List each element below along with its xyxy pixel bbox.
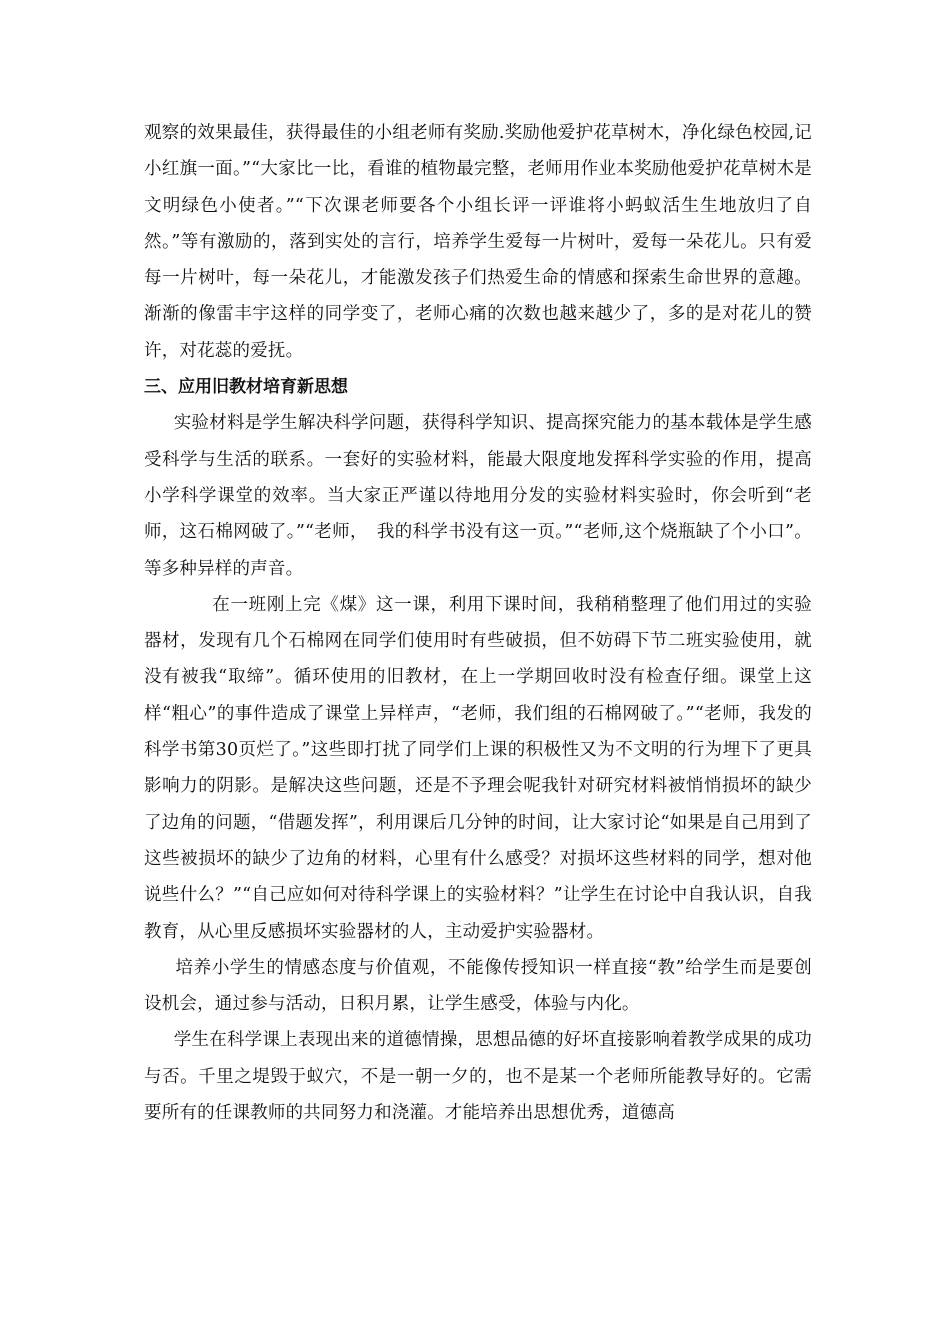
paragraph-rewards: 观察的效果最佳，获得最佳的小组老师有奖励.奖励他爱护花草树木，净化绿色校园,记小红旗一面。”“大家比一比，看谁的植物最完整，老师用作业本奖励他爱护花草树木是文明绿色小使者。”“下次课老师要各个小组长评一评谁将小蚂蚁活生生地放归了自然。”等有激励的，落到实处的言行，培养学生爱每一片树叶，爱每一朵花儿。只有爱每一片树叶，每一朵花儿，才能激发孩子们热爱生命的情感和探索生命世界的意趣。渐渐的像雷丰宇这样的同学变了，老师心痛的次数也越来越少了，多的是对花儿的赞许，对花蕊的爱抚。 <box>144 123 812 361</box>
document-page <box>144 115 812 1131</box>
paragraph-values: 培养小学生的情感态度与价值观，不能像传授知识一样直接“教”给学生而是要创设机会，通过参与活动，日积月累，让学生感受，体验与内化。 <box>144 957 812 1015</box>
paragraph-class-one: 在一班刚上完《煤》这一课，利用下课时间，我稍稍整理了他们用过的实验器材，发现有几个石棉网在同学们使用时有些破损，但不妨碍下节二班实验使用，就没有被我“取缔”。循环使用的旧教材，在上一学期回收时没有检查仔细。课堂上这样“粗心”的事件造成了课堂上异样声，“老师，我们组的石棉网破了。”“老师，我发的科学书第30页烂了。”这些即打扰了同学们上课的积极性又为不文明的行为埋下了更具影响力的阴影。是解决这些问题，还是不予理会呢我针对研究材料被悄悄损坏的缺少了边角的问题，“借题发挥”，利用课后几分钟的时间，让大家讨论“如果是自己用到了这些被损坏的缺少了边角的材料，心里有什么感受？对损坏这些材料的同学，想对他说些什么？”“自己应如何对待科学课上的实验材料？”让学生在讨论中自我认识，自我教育，从心里反感损坏实验器材的人，主动爱护实验器材。 <box>144 594 812 942</box>
section-heading: 三、应用旧教材培育新思想 <box>144 377 348 398</box>
paragraph-experiment-materials: 实验材料是学生解决科学问题，获得科学知识、提高探究能力的基本载体是学生感受科学与生活的联系。一套好的实验材料，能最大限度地发挥科学实验的作用，提高小学科学课堂的效率。当大家正严谨以待地用分发的实验材料实验时，你会听到“老师，这石棉网破了。”“老师， 我的科学书没有这一页。”“老师,这个烧瓶缺了个小口”。等多种异样的声音。 <box>144 413 812 579</box>
paragraph-morals: 学生在科学课上表现出来的道德情操，思想品德的好坏直接影响着教学成果的成功与否。千里之堤毁于蚁穴，不是一朝一夕的，也不是某一个老师所能教导好的。它需要所有的任课教师的共同努力和浇灌。才能培养出思想优秀，道德高 <box>144 1030 812 1124</box>
